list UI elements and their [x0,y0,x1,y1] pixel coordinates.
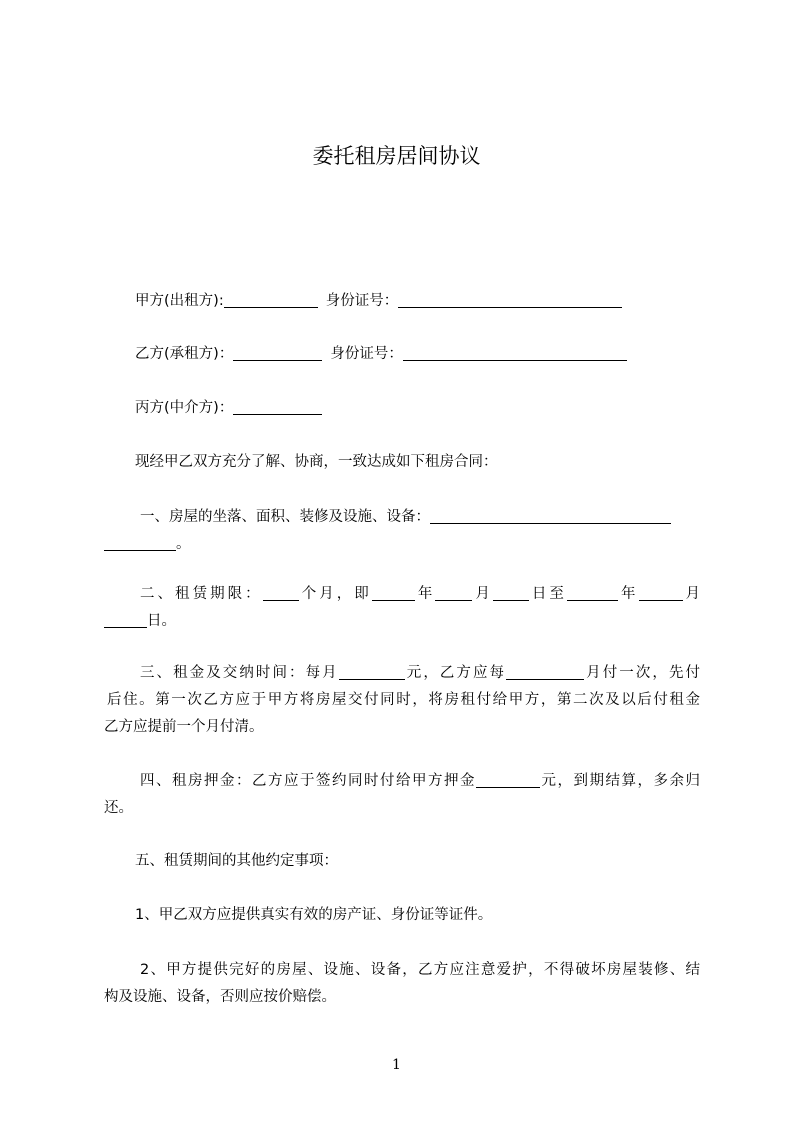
clause-2-end-month-text: 月 [682,586,701,602]
payment-interval-blank[interactable] [506,664,584,680]
clause-2-day-end-text: 日。 [147,613,176,629]
deposit-amount-blank[interactable] [476,772,540,788]
party-c-label: 丙方(中介方)： [135,400,234,416]
clause-2-end-year-text: 年 [617,586,639,602]
clause-4-part-1: 四、租房押金：乙方应于签约同时付给甲方押金 [140,773,476,789]
clause-1-location-blank-cont[interactable] [104,535,176,551]
clause-1-line-1 [140,507,700,527]
clause-3-part-1: 三、租金及交纳时间：每月 [140,665,339,681]
party-a-name-blank[interactable] [224,292,318,308]
clause-3-part-2: 元，乙方应每 [404,665,507,681]
clause-3-line-3: 乙方应提前一个月付清。 [104,719,264,735]
clause-5-item-1: 1、甲乙双方应提供真实有效的房产证、身份证等证件。 [135,907,493,923]
clause-2-line-2 [104,611,704,631]
page-number: 1 [392,1057,401,1073]
clause-2-line-1 [140,584,700,604]
clause-2-months-text: 个月，即 [298,586,372,602]
clause-3-line-2: 后住。第一次乙方应于甲方将房屋交付同时，将房租付给甲方，第二次及以后付租金 [107,692,700,708]
party-c-name-blank[interactable] [233,399,322,415]
party-b-id-blank[interactable] [403,345,627,361]
clause-2-month-text: 月 [472,586,493,602]
clause-4-line-2: 还。 [104,800,133,816]
clause-3-line-1 [140,663,700,683]
monthly-rent-blank[interactable] [339,664,405,680]
clause-4-part-2: 元，到期结算，多余归 [540,773,700,789]
clause-1-line-2 [104,534,704,554]
party-a-id-blank[interactable] [398,292,622,308]
page-title: 委托租房居间协议 [312,144,481,168]
clause-2-label: 二、租赁期限： [140,586,263,602]
clause-3-part-3: 月付一次，先付 [584,665,701,681]
party-a-line [135,291,695,311]
party-a-id-label: 身份证号： [325,293,399,309]
lease-months-blank[interactable] [263,585,299,601]
party-b-name-blank[interactable] [233,345,322,361]
party-a-label: 甲方(出租方): [135,293,224,309]
start-day-blank[interactable] [493,585,529,601]
party-b-line [135,344,695,364]
party-b-label: 乙方(承租方)： [135,346,234,362]
clause-1-end: 。 [176,536,191,552]
clause-5-item-2-line-2: 构及设施、设备，否则应按价赔偿。 [104,989,336,1005]
end-month-blank[interactable] [639,585,683,601]
clause-4-line-1 [140,771,700,791]
clause-2-year-text: 年 [414,586,436,602]
intro-paragraph: 现经甲乙双方充分了解、协商，一致达成如下租房合同： [135,454,498,470]
clause-5-heading: 五、租赁期间的其他约定事项： [135,853,338,869]
end-year-blank[interactable] [567,585,618,601]
end-day-blank[interactable] [104,612,147,628]
start-month-blank[interactable] [435,585,472,601]
party-c-line [135,398,695,418]
party-b-id-label: 身份证号： [330,346,403,362]
clause-1-location-blank[interactable] [430,508,671,524]
start-year-blank[interactable] [372,585,415,601]
clause-2-day-to-text: 日至 [528,586,567,602]
clause-1-text: 一、房屋的坐落、面积、装修及设施、设备： [140,509,430,525]
clause-5-item-2-line-1: 2、甲方提供完好的房屋、设施、设备，乙方应注意爱护，不得破坏房屋装修、结 [140,962,700,978]
